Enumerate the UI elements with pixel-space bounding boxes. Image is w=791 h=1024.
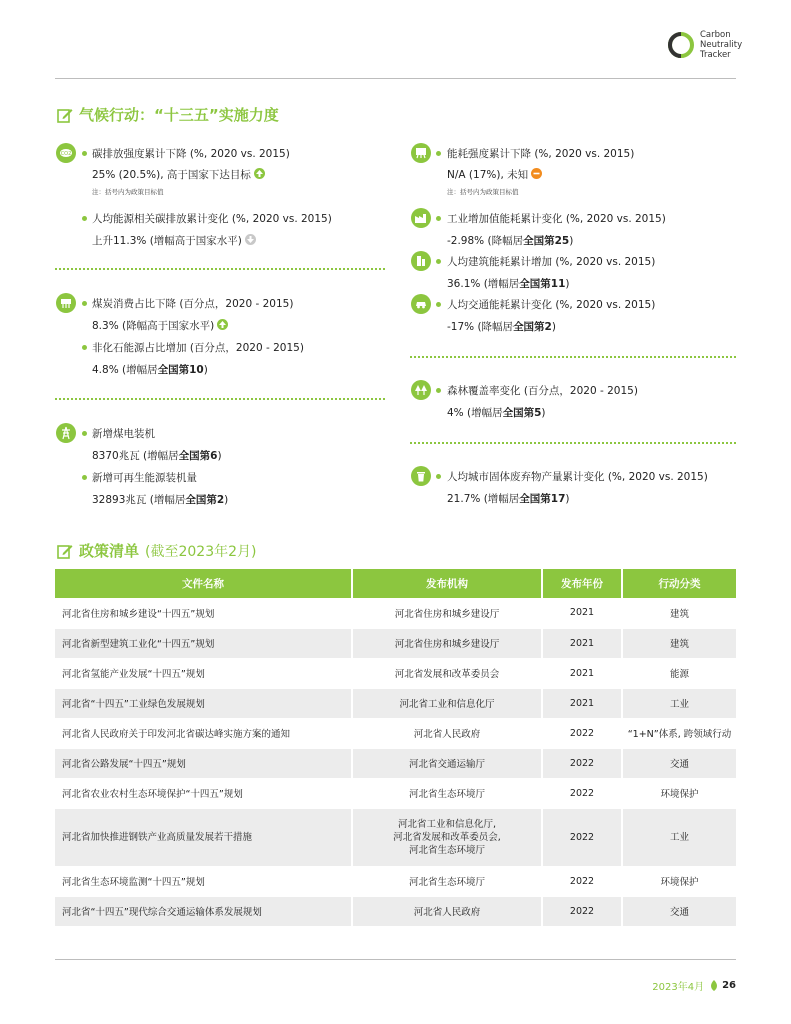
table-row xyxy=(55,748,736,778)
cell-document: 河北省“十四五”工业绿色发展规划 xyxy=(55,688,352,718)
cell-category: 工业 xyxy=(622,808,736,866)
bullet xyxy=(436,302,441,307)
leaf-icon xyxy=(710,980,718,991)
bullet xyxy=(82,345,87,350)
cell-year: 2022 xyxy=(542,778,622,808)
indicator-label: 人均城市固体废弃物产量累计变化 (%, 2020 vs. 2015) xyxy=(447,471,708,483)
indicator-value: N/A (17%), 未知 xyxy=(447,167,542,182)
cell-issuer: 河北省工业和信息化厅 xyxy=(352,688,542,718)
table-row xyxy=(55,688,736,718)
indicator-label: 森林覆盖率变化 (百分点，2020 - 2015) xyxy=(447,385,638,397)
indicator-value: 8370兆瓦 (增幅居全国第6) xyxy=(92,450,222,462)
bullet xyxy=(436,259,441,264)
cell-document: 河北省加快推进钢铁产业高质量发展若干措施 xyxy=(55,808,352,866)
cell-category: 环境保护 xyxy=(622,866,736,896)
cell-category: 能源 xyxy=(622,658,736,688)
bullet xyxy=(82,475,87,480)
indicator-note: 注：括号内为政策目标值 xyxy=(92,188,164,196)
dotted-divider xyxy=(410,442,736,444)
cell-document: 河北省氢能产业发展“十四五”规划 xyxy=(55,658,352,688)
column-header-year: 发布年份 xyxy=(542,569,622,598)
page-number: 26 xyxy=(722,980,736,991)
top-divider xyxy=(55,78,736,79)
arrow-down-icon xyxy=(245,234,256,245)
table-row xyxy=(55,628,736,658)
bullet xyxy=(82,431,87,436)
logo-text: Carbon Neutrality Tracker xyxy=(700,30,743,60)
indicator-value: 8.3% (降幅高于国家水平) xyxy=(92,318,228,333)
cell-issuer: 河北省发展和改革委员会 xyxy=(352,658,542,688)
indicator-note: 注：括号内为政策目标值 xyxy=(447,188,519,196)
page-footer xyxy=(652,978,736,993)
column-header-document: 文件名称 xyxy=(55,569,352,598)
cell-category: “1+N”体系, 跨领域行动 xyxy=(622,718,736,748)
cell-year: 2022 xyxy=(542,808,622,866)
indicator-value: 上升11.3% (增幅高于国家水平) xyxy=(92,233,256,248)
cell-document: 河北省公路发展“十四五”规划 xyxy=(55,748,352,778)
co2-icon xyxy=(56,143,76,163)
table-row xyxy=(55,896,736,926)
indicator-value: 36.1% (增幅居全国第11) xyxy=(447,278,570,290)
cell-category: 环境保护 xyxy=(622,778,736,808)
dotted-divider xyxy=(55,268,385,270)
cell-document: 河北省新型建筑工业化“十四五”规划 xyxy=(55,628,352,658)
indicator-label: 能耗强度累计下降 (%, 2020 vs. 2015) xyxy=(447,148,635,160)
bullet xyxy=(436,151,441,156)
bullet xyxy=(436,388,441,393)
table-row xyxy=(55,808,736,866)
policy-table xyxy=(55,569,736,927)
cell-issuer: 河北省人民政府 xyxy=(352,896,542,926)
cell-year: 2022 xyxy=(542,718,622,748)
indicator-label: 非化石能源占比增加 (百分点，2020 - 2015) xyxy=(92,342,304,354)
indicator-value: -17% (降幅居全国第2) xyxy=(447,321,556,333)
indicator-label: 碳排放强度累计下降 (%, 2020 vs. 2015) xyxy=(92,148,290,160)
cell-issuer xyxy=(352,808,542,866)
cell-issuer: 河北省生态环境厅 xyxy=(352,866,542,896)
cell-year: 2021 xyxy=(542,658,622,688)
carbon-neutrality-tracker-logo xyxy=(668,30,778,64)
cell-issuer: 河北省人民政府 xyxy=(352,718,542,748)
cell-issuer: 河北省生态环境厅 xyxy=(352,778,542,808)
issuer-line: 河北省生态环境厅 xyxy=(408,844,485,856)
cell-year: 2021 xyxy=(542,598,622,628)
bullet xyxy=(82,216,87,221)
section-title-policy-list: 政策清单 (截至2023年2月) xyxy=(57,540,256,561)
cell-issuer: 河北省交通运输厅 xyxy=(352,748,542,778)
indicator-label: 新增煤电装机 xyxy=(92,428,155,440)
indicator-label: 人均交通能耗累计变化 (%, 2020 vs. 2015) xyxy=(447,299,656,311)
issuer-line: 河北省工业和信息化厅, xyxy=(397,818,497,830)
footer-date: 2023年4月 xyxy=(652,982,705,993)
indicator-value: 32893兆瓦 (增幅居全国第2) xyxy=(92,494,229,506)
bottom-divider xyxy=(55,959,736,960)
car-icon xyxy=(411,294,431,314)
coal-icon xyxy=(56,293,76,313)
forest-icon xyxy=(411,380,431,400)
cell-category: 交通 xyxy=(622,748,736,778)
power-tower-icon xyxy=(56,423,76,443)
bullet xyxy=(436,474,441,479)
table-row xyxy=(55,658,736,688)
cell-document: 河北省农业农村生态环境保护“十四五”规划 xyxy=(55,778,352,808)
energy-meter-icon xyxy=(411,143,431,163)
cell-year: 2022 xyxy=(542,748,622,778)
cell-document: 河北省“十四五”现代综合交通运输体系发展规划 xyxy=(55,896,352,926)
column-header-issuer: 发布机构 xyxy=(352,569,542,598)
indicator-value: 21.7% (增幅居全国第17) xyxy=(447,493,570,505)
table-row xyxy=(55,598,736,628)
table-row xyxy=(55,866,736,896)
indicator-label: 新增可再生能源装机量 xyxy=(92,472,197,484)
logo-mark-icon xyxy=(668,32,694,58)
cell-document: 河北省人民政府关于印发河北省碳达峰实施方案的通知 xyxy=(55,718,352,748)
section-title-climate-action: 气候行动：“十三五”实施力度 xyxy=(57,104,279,125)
cell-category: 建筑 xyxy=(622,598,736,628)
cell-year: 2021 xyxy=(542,688,622,718)
cell-category: 工业 xyxy=(622,688,736,718)
bullet xyxy=(436,216,441,221)
cell-category: 建筑 xyxy=(622,628,736,658)
indicator-label: 煤炭消费占比下降 (百分点，2020 - 2015) xyxy=(92,298,294,310)
arrow-up-icon xyxy=(217,319,228,330)
bullet xyxy=(82,151,87,156)
indicator-label: 人均建筑能耗累计增加 (%, 2020 vs. 2015) xyxy=(447,256,656,268)
table-row xyxy=(55,778,736,808)
issuer-line: 河北省发展和改革委员会, xyxy=(393,831,501,843)
building-icon xyxy=(411,251,431,271)
edit-icon xyxy=(57,543,73,559)
cell-category: 交通 xyxy=(622,896,736,926)
cell-year: 2022 xyxy=(542,866,622,896)
indicator-label: 工业增加值能耗累计变化 (%, 2020 vs. 2015) xyxy=(447,213,666,225)
edit-icon xyxy=(57,107,73,123)
bullet xyxy=(82,301,87,306)
indicator-value: -2.98% (降幅居全国第25) xyxy=(447,235,574,247)
dotted-divider xyxy=(55,398,385,400)
table-header-row xyxy=(55,569,736,598)
cell-issuer: 河北省住房和城乡建设厅 xyxy=(352,628,542,658)
cell-year: 2022 xyxy=(542,896,622,926)
svg-text:CO2: CO2 xyxy=(60,151,72,157)
table-row xyxy=(55,718,736,748)
column-header-category: 行动分类 xyxy=(622,569,736,598)
unknown-status-icon xyxy=(531,168,542,179)
cell-year: 2021 xyxy=(542,628,622,658)
dotted-divider xyxy=(410,356,736,358)
cell-document: 河北省住房和城乡建设“十四五”规划 xyxy=(55,598,352,628)
factory-icon xyxy=(411,208,431,228)
trash-bin-icon xyxy=(411,466,431,486)
indicator-value: 4.8% (增幅居全国第10) xyxy=(92,364,208,376)
arrow-up-icon xyxy=(254,168,265,179)
indicator-value: 25% (20.5%), 高于国家下达目标 xyxy=(92,167,265,182)
indicator-label: 人均能源相关碳排放累计变化 (%, 2020 vs. 2015) xyxy=(92,213,332,225)
cell-issuer: 河北省住房和城乡建设厅 xyxy=(352,598,542,628)
cell-document: 河北省生态环境监测“十四五”规划 xyxy=(55,866,352,896)
indicator-value: 4% (增幅居全国第5) xyxy=(447,407,546,419)
